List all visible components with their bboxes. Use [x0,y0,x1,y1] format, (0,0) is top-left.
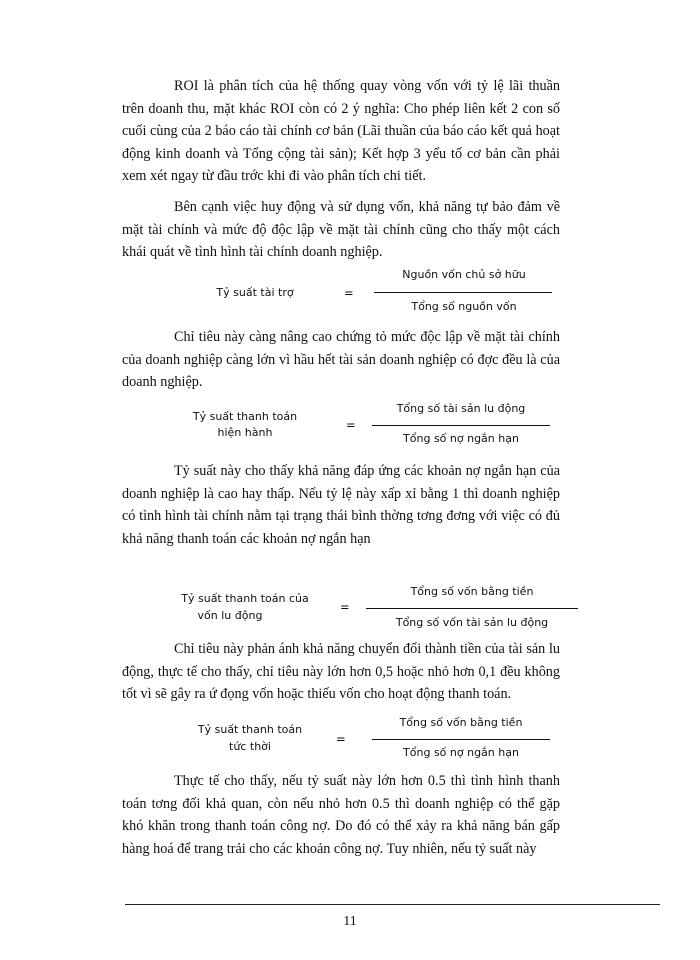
paragraph-working-capital-note: Chỉ tiêu này phản ánh khả năng chuyển đổi thành tiền của tài sản lu động, thực tế cho thấy, chỉ tiêu này lớn hơn 0,5 hoặc nhỏ hơn 0,1 đều không tốt vì sẽ gây ra ứ đọng vốn hoặc thiếu vốn cho hoạt động thanh toán. [122,641,560,703]
formula-label: Tỷ suất thanh toán [192,410,298,423]
formula-label-line2: tức thời [229,740,271,753]
fraction-bar [372,425,550,426]
fraction-bar [374,292,552,293]
equals-sign: = [344,286,354,300]
fraction-bar [366,608,578,609]
formula-numerator: Tổng số vốn bằng tiền [410,585,534,598]
paragraph-financial-autonomy: Bên cạnh việc huy động và sử dụng vốn, khả năng tự bảo đảm về mặt tài chính và mức độ độc lập về mặt tài chính cũng cho thấy một cách khái quát về tình hình tài chính doanh nghiệp. [122,199,560,261]
equals-sign: = [346,418,356,432]
formula-denominator: Tổng số nợ ngắn hạn [403,432,519,445]
equals-sign: = [336,732,346,746]
formula-label-line2: hiện hành [217,426,273,439]
formula-numerator: Tổng số vốn bằng tiền [399,716,523,729]
page-number: 11 [343,914,357,929]
paragraph-funding-ratio-note: Chỉ tiêu này càng nâng cao chứng tỏ mức độc lập về mặt tài chính của doanh nghiệp càng lớn vì hầu hết tài sản doanh nghiệp có đợc đều là của doanh nghiệp. [122,329,560,391]
formula-denominator: Tổng số vốn tài sản lu động [395,616,549,629]
paragraph-current-ratio-note: Tỷ suất này cho thấy khả năng đáp ứng các khoản nợ ngắn hạn của doanh nghiệp là cao hay thấp. Nếu tỷ lệ này xấp xỉ bằng 1 thì doanh nghiệp có tình hình tài chính nằm tại trạng thái bình thờng tơng đơng với việc có đủ khả năng thanh toán các khoản nợ ngắn hạn [122,463,560,547]
paragraph-roi: ROI là phân tích của hệ thống quay vòng vốn với tỷ lệ lãi thuần trên doanh thu, mặt khác ROI còn có 2 ý nghĩa: Cho phép liên kết 2 con số cuối cùng của 2 báo cáo tài chính cơ bản (Lãi thuần của báo cáo kết quả hoạt động kinh doanh và Tổng cộng tài sản); Kết hợp 3 yếu tố cơ bản cần phải xem xét ngay từ đầu trớc khi đi vào phân tích chi tiết. [122,78,560,185]
fraction-bar [372,739,550,740]
paragraph-quick-ratio-note: Thực tế cho thấy, nếu tỷ suất này lớn hơn 0.5 thì tình hình thanh toán tơng đối khả quan, còn nếu nhỏ hơn 0.5 thì doanh nghiệp có thể gặp khó khăn trong thanh toán công nợ. Do đó có thể xảy ra khả năng bán gấp hàng hoá để trang trải cho các khoản công nợ. Tuy nhiên, nếu tỷ suất này [122,773,560,857]
formula-label-line2: vốn lu động [197,609,263,622]
equals-sign: = [340,600,350,614]
formula-label: Tỷ suất thanh toán của [181,592,309,605]
formula-label: Tỷ suất tài trợ [216,286,294,299]
formula-denominator: Tổng số nguồn vốn [411,300,517,313]
footer-divider [125,904,660,905]
formula-denominator: Tổng số nợ ngắn hạn [403,746,519,759]
formula-label: Tỷ suất thanh toán [197,723,303,736]
formula-numerator: Nguồn vốn chủ sở hữu [402,268,526,281]
formula-numerator: Tổng số tài sản lu động [396,402,526,415]
